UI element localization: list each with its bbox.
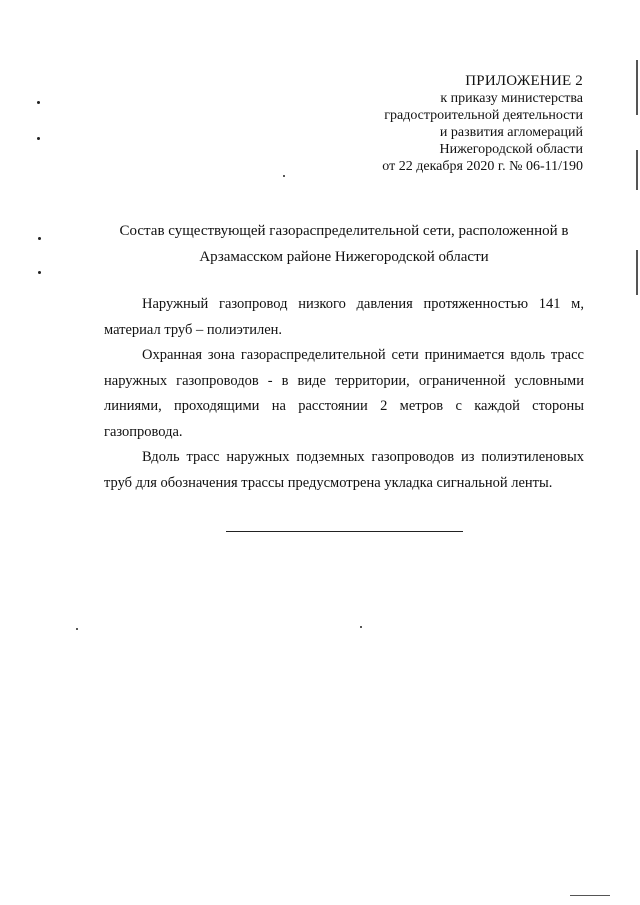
document-title [104, 218, 584, 270]
document-body [104, 292, 584, 496]
approval-title: ПРИЛОЖЕНИЕ 2 [465, 73, 583, 89]
scan-speck [38, 271, 41, 274]
scan-edge-mark [636, 250, 638, 295]
approval-block [382, 73, 583, 175]
paragraph-pipeline: Наружный газопровод низкого давления протяженностью 141 м, материал труб – полиэтилен. [104, 296, 584, 338]
scan-edge-mark [636, 150, 638, 190]
approval-line-order: к приказу министерства [440, 91, 583, 106]
paragraph-signal-tape: Вдоль трасс наружных подземных газопроводов из полиэтиленовых труб для обозначения трассы предусмотрена укладка сигнальной ленты. [104, 449, 584, 491]
scan-speck [38, 237, 41, 240]
scan-speck [283, 175, 285, 177]
scan-speck [76, 628, 78, 630]
scan-edge-mark [636, 60, 638, 115]
document-title-line-2: Арзамасском районе Нижегородской области [199, 249, 489, 265]
approval-line-date: от 22 декабря 2020 г. № 06-11/190 [382, 159, 583, 174]
scan-speck [37, 137, 40, 140]
scan-speck [360, 626, 362, 628]
paragraph-protection-zone: Охранная зона газораспределительной сети принимается вдоль трасс наружных газопроводов - в виде территории, ограниченной условными линиями, проходящими на расстоянии 2 метров с каждой стороны газопровода. [104, 347, 584, 440]
scan-edge-mark [570, 895, 610, 896]
closing-divider-line [226, 531, 463, 532]
approval-line-ministry: градостроительной деятельности [384, 108, 583, 123]
document-title-line-1: Состав существующей газораспределительной сети, расположенной в [119, 223, 569, 239]
approval-line-region: Нижегородской области [439, 142, 583, 157]
scan-speck [37, 101, 40, 104]
approval-line-development: и развития агломераций [439, 125, 583, 140]
